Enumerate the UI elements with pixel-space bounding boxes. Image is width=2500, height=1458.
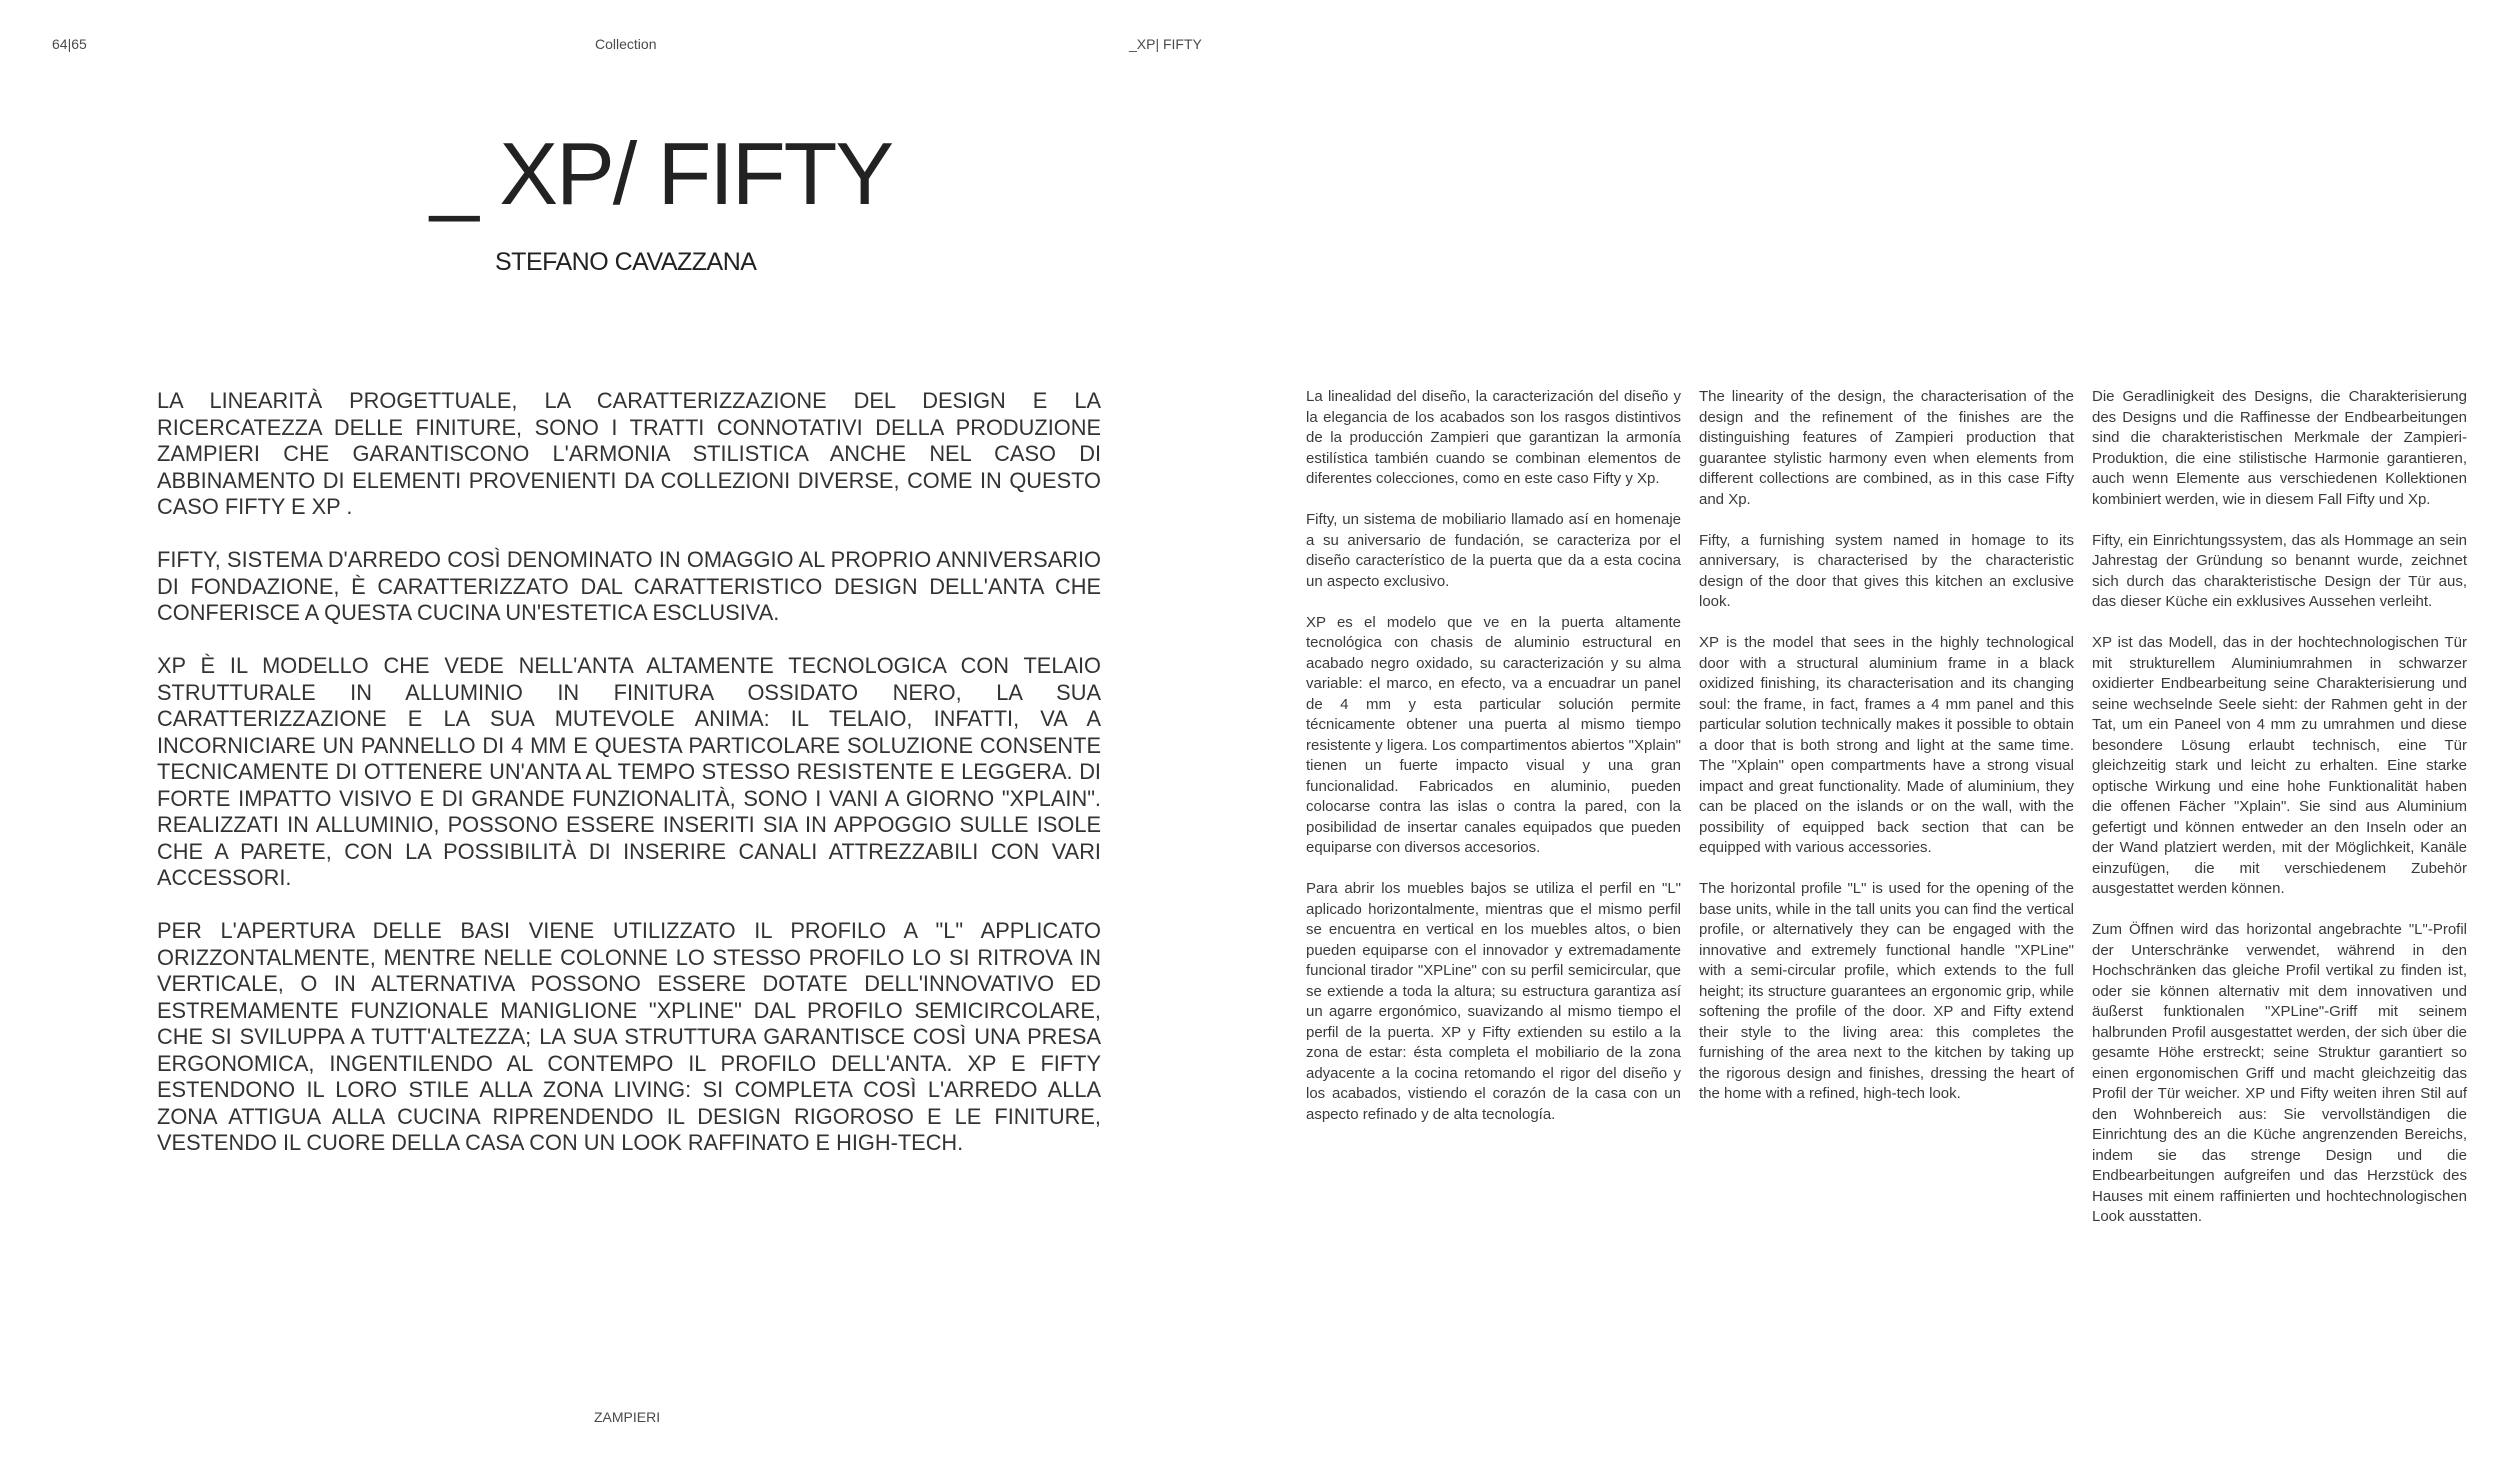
spanish-paragraph: Para abrir los muebles bajos se utiliza el perfil en "L" aplicado horizontalmente, mientras que el mismo perfil se encuentra en vertical en los muebles altos, o bien pueden equiparse con el innovador y extremadamente funcional tirador "XPLine" con su perfil semicircular, que se extiende a toda la altura; su estructura garantiza así un agarre ergonómico, suavizando al mismo tiempo el perfil de la puerta. XP y Fifty extienden su estilo a la zona de estar: ésta completa el mobiliario de la zona adyacente a la cocina retomando el rigor del diseño y los acabados, vistiendo el corazón de la casa con un aspecto refinado y de alta tecnología. [1306,880,1681,1123]
italian-paragraph: LA LINEARITÀ PROGETTUALE, LA CARATTERIZZAZIONE DEL DESIGN E LA RICERCATEZZA DELLE FINITURE, SONO I TRATTI CONNOTATIVI DELLA PRODUZIONE ZAMPIERI CHE GARANTISCONO L'ARMONIA STILISTICA ANCHE NEL CASO DI ABBINAMENTO DI ELEMENTI PROVENIENTI DA COLLEZIONI DIVERSE, COME IN QUESTO CASO FIFTY E XP . [157,388,1101,519]
italian-paragraph: FIFTY, SISTEMA D'ARREDO COSÌ DENOMINATO IN OMAGGIO AL PROPRIO ANNIVERSARIO DI FONDAZIONE, È CARATTERIZZATO DAL CARATTERISTICO DESIGN DELL'ANTA CHE CONFERISCE A QUESTA CUCINA UN'ESTETICA ESCLUSIVA. [157,547,1101,625]
italian-text-block [157,388,1101,1183]
running-title: _XP| FIFTY [1129,36,1202,52]
spanish-text-column [1306,387,1681,1146]
spanish-paragraph: XP es el modelo que ve en la puerta altamente tecnológica con chasis de aluminio estructural en acabado negro oxidado, su caracterización y su alma variable: el marco, en efecto, va a encuadrar un panel de 4 mm y esta particular solución permite técnicamente obtener una puerta al mismo tiempo resistente y ligera. Los compartimentos abiertos "Xplain" tienen un fuerte impacto visual y una gran funcionalidad. Fabricados en aluminio, pueden colocarse contra las islas o contra la pared, con la posibilidad de insertar canales equipados que pueden equiparse con diversos accesorios. [1306,613,1681,856]
spanish-paragraph: La linealidad del diseño, la caracterización del diseño y la elegancia de los acabados son los rasgos distintivos de la producción Zampieri que garantizan la armonía estilística también cuando se combinan elementos de diferentes colecciones, como en este caso Fifty y Xp. [1306,388,1681,487]
footer-brand: ZAMPIERI [594,1409,661,1425]
spanish-paragraph: Fifty, un sistema de mobiliario llamado así en homenaje a su aniversario de fundación, se caracteriza por el diseño característico de la puerta que da a esta cocina un aspecto exclusivo. [1306,511,1681,590]
english-paragraph: Fifty, a furnishing system named in homage to its anniversary, is characterised by the characteristic design of the door that gives this kitchen an exclusive look. [1699,531,2074,610]
german-paragraph: Fifty, ein Einrichtungssystem, das als Hommage an sein Jahrestag der Gründung so benannt wurde, zeichnet sich durch das charakteristische Design der Tür aus, das dieser Küche ein exklusives Aussehen verleiht. [2092,531,2467,610]
designer-name: STEFANO CAVAZZANA [495,248,757,276]
german-paragraph: XP ist das Modell, das in der hochtechnologischen Tür mit strukturellem Aluminiumrahmen in schwarzer oxidierter Endbearbeitung seine Charakterisierung und seine wechselnde Seele sieht: der Rahmen geht in der Tat, um ein Paneel von 4 mm zu umrahmen und diese besondere Lösung erlaubt technisch, eine Tür gleichzeitig stark und leicht zu erhalten. Eine starke optische Wirkung und eine hohe Funktionalität haben die offenen Fächer "Xplain". Sie sind aus Aluminium gefertigt und können entweder an den Inseln oder an der Wand platziert werden, mit der Möglichkeit, Kanäle einzufügen, die mit verschiedenem Zubehör ausgestattet werden können. [2092,634,2467,897]
english-text-column [1699,387,2074,1125]
page-numbers: 64|65 [52,36,87,52]
german-paragraph: Die Geradlinigkeit des Designs, die Charakterisierung des Designs und die Raffinesse der Endbearbeitungen sind die charakteristischen Merkmale der Zampieri-Produktion, die eine stilistische Harmonie garantieren, auch wenn Elemente aus verschiedenen Kollektionen kombiniert werden, wie in diesem Fall Fifty und Xp. [2092,388,2467,508]
page-title: _ XP/ FIFTY [430,124,893,223]
german-text-column [2092,387,2467,1248]
german-paragraph: Zum Öffnen wird das horizontal angebrachte "L"-Profil der Unterschränke verwendet, während in den Hochschränken das gleiche Profil vertikal zu finden ist, oder sie können alternativ mit dem innovativen und äußerst funktionalen "XPLine"-Griff mit seinem halbrunden Profil ausgestattet werden, der sich über die gesamte Höhe erstreckt; seine Struktur garantiert so einen ergonomischen Griff und macht gleichzeitig das Profil der Tür weicher. XP und Fifty weiten ihren Stil auf den Wohnbereich aus: Sie vervollständigen die Einrichtung des an die Küche angrenzenden Bereichs, indem sie das strenge Design und die Endbearbeitungen aufgreifen und das Herzstück des Hauses mit einem raffinierten und hochtechnologischen Look ausstatten. [2092,921,2467,1225]
italian-paragraph: PER L'APERTURA DELLE BASI VIENE UTILIZZATO IL PROFILO A "L" APPLICATO ORIZZONTALMENTE, MENTRE NELLE COLONNE LO STESSO PROFILO LO SI RITROVA IN VERTICALE, O IN ALTERNATIVA POSSONO ESSERE DOTATE DELL'INNOVATIVO ED ESTREMAMENTE FUNZIONALE MANIGLIONE "XPLINE" DAL PROFILO SEMICIRCOLARE, CHE SI SVILUPPA A TUTT'ALTEZZA; LA SUA STRUTTURA GARANTISCE COSÌ UNA PRESA ERGONOMICA, INGENTILENDO AL CONTEMPO IL PROFILO DELL'ANTA. XP E FIFTY ESTENDONO IL LORO STILE ALLA ZONA LIVING: SI COMPLETA COSÌ L'ARREDO ALLA ZONA ATTIGUA ALLA CUCINA RIPRENDENDO IL DESIGN RIGOROSO E LE FINITURE, VESTENDO IL CUORE DELLA CASA CON UN LOOK RAFFINATO E HIGH-TECH. [157,918,1101,1155]
italian-paragraph: XP È IL MODELLO CHE VEDE NELL'ANTA ALTAMENTE TECNOLOGICA CON TELAIO STRUTTURALE IN ALLUMINIO IN FINITURA OSSIDATO NERO, LA SUA CARATTERIZZAZIONE E LA SUA MUTEVOLE ANIMA: IL TELAIO, INFATTI, VA A INCORNICIARE UN PANNELLO DI 4 MM E QUESTA PARTICOLARE SOLUZIONE CONSENTE TECNICAMENTE DI OTTENERE UN'ANTA AL TEMPO STESSO RESISTENTE E LEGGERA. DI FORTE IMPATTO VISIVO E DI GRANDE FUNZIONALITÀ, SONO I VANI A GIORNO "XPLAIN". REALIZZATI IN ALLUMINIO, POSSONO ESSERE INSERITI SIA IN APPOGGIO SULLE ISOLE CHE A PARETE, CON LA POSSIBILITÀ DI INSERIRE CANALI ATTREZZABILI CON VARI ACCESSORI. [157,653,1101,890]
english-paragraph: XP is the model that sees in the highly technological door with a structural aluminium frame in a black oxidized finishing, its characterisation and its changing soul: the frame, in fact, frames a 4 mm panel and this particular solution technically makes it possible to obtain a door that is both strong and light at the same time. The "Xplain" open compartments have a strong visual impact and great functionality. Made of aluminium, they can be placed on the islands or on the wall, with the possibility of equipped back section that can be equipped with various accessories. [1699,634,2074,856]
english-paragraph: The linearity of the design, the characterisation of the design and the refinement of the finishes are the distinguishing features of Zampieri production that guarantee stylistic harmony even when elements from different collections are combined, as in this case Fifty and Xp. [1699,388,2074,508]
section-label: Collection [595,36,657,52]
english-paragraph: The horizontal profile "L" is used for the opening of the base units, while in the tall units you can find the vertical profile, or alternatively they can be engaged with the innovative and extremely functional handle "XPLine" with a semi-circular profile, which extends to the full height; its structure guarantees an ergonomic grip, while softening the profile of the door. XP and Fifty extend their style to the living area: this completes the furnishing of the area next to the kitchen by taking up the rigorous design and finishes, dressing the heart of the home with a refined, high-tech look. [1699,880,2074,1102]
